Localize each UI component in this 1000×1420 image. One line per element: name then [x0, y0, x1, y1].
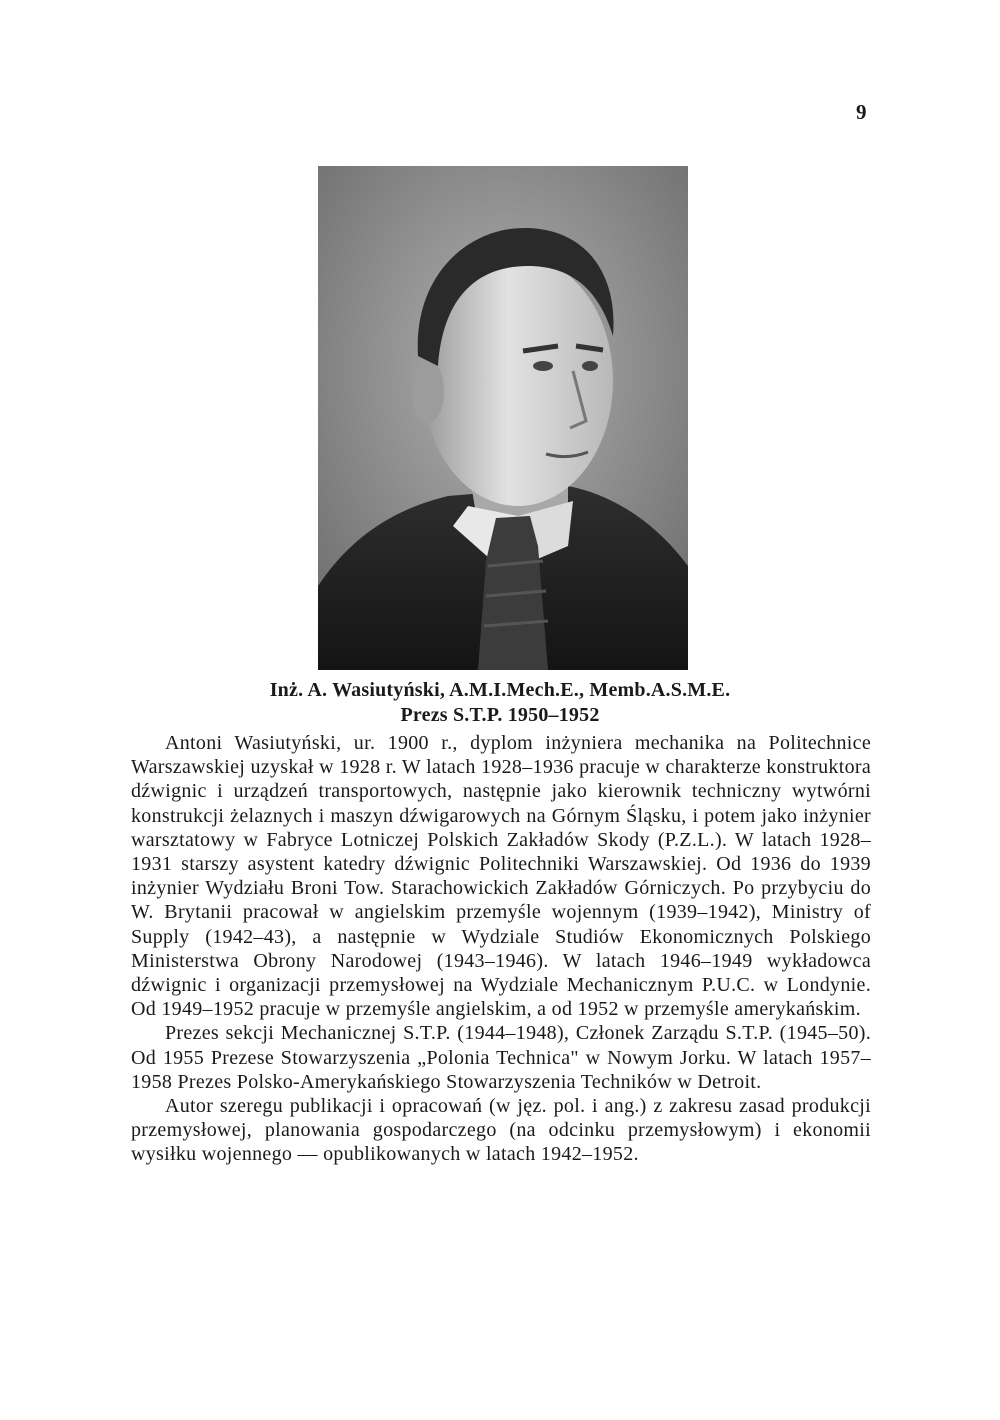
caption-role: Prezs S.T.P. 1950–1952 — [400, 704, 600, 726]
page-number: 9 — [856, 100, 867, 124]
paragraph: Autor szeregu publikacji i opracowań (w jęz. pol. i ang.) z zakresu zasad produkcji przemysłowej, planowania gospodarczego (na odcinku przemysłowym) i ekonomii wysiłku wojennego — opublikowanych w latach 1942–1952. — [131, 1095, 871, 1166]
paragraph: Prezes sekcji Mechanicznej S.T.P. (1944–1948), Członek Zarządu S.T.P. (1945–50). Od 1955 Prezese Stowarzyszenia „Polonia Technica" w Nowym Jorku. W latach 1957–1958 Prezes Polsko-Amerykańskiego Stowarzyszenia Techników w Detroit. — [131, 1022, 871, 1093]
portrait-photo — [318, 166, 688, 670]
paragraph: Antoni Wasiutyński, ur. 1900 r., dyplom inżyniera mechanika na Politechnice Warszawskiej uzyskał w 1928 r. W latach 1928–1936 pracuje w charakterze konstruktora dźwignic i urządzeń transportowych, następnie jako kierownik techniczny wytwórni konstrukcji żelaznych i maszyn dźwigarowych na Górnym Śląsku, i potem jako inżynier warsztatowy w Fabryce Lotniczej Polskich Zakładów Skody (P.Z.L.). W latach 1928–1931 starszy asystent katedry dźwignic Politechniki Warszawskiej. Od 1936 do 1939 inżynier Wydziału Broni Tow. Starachowickich Zakładów Górniczych. Po przybyciu do W. Brytanii pracował w angielskim przemyśle wojennym (1939–1942), Ministry of Supply (1942–43), a następnie w Wydziale Studiów Ekonomicznych Polskiego Ministerstwa Obrony Narodowej (1943–1946). W latach 1946–1949 wykładowca dźwignic i organizacji przemysłowej na Wydziale Mechanicznym P.U.C. w Londynie. Od 1949–1952 pracuje w przemyśle angielskim, a od 1952 w przemyśle amerykańskim. — [131, 732, 871, 1021]
biography-text — [131, 731, 871, 1167]
caption-name: Inż. A. Wasiutyński, A.M.I.Mech.E., Memb.A.S.M.E. — [269, 679, 731, 701]
